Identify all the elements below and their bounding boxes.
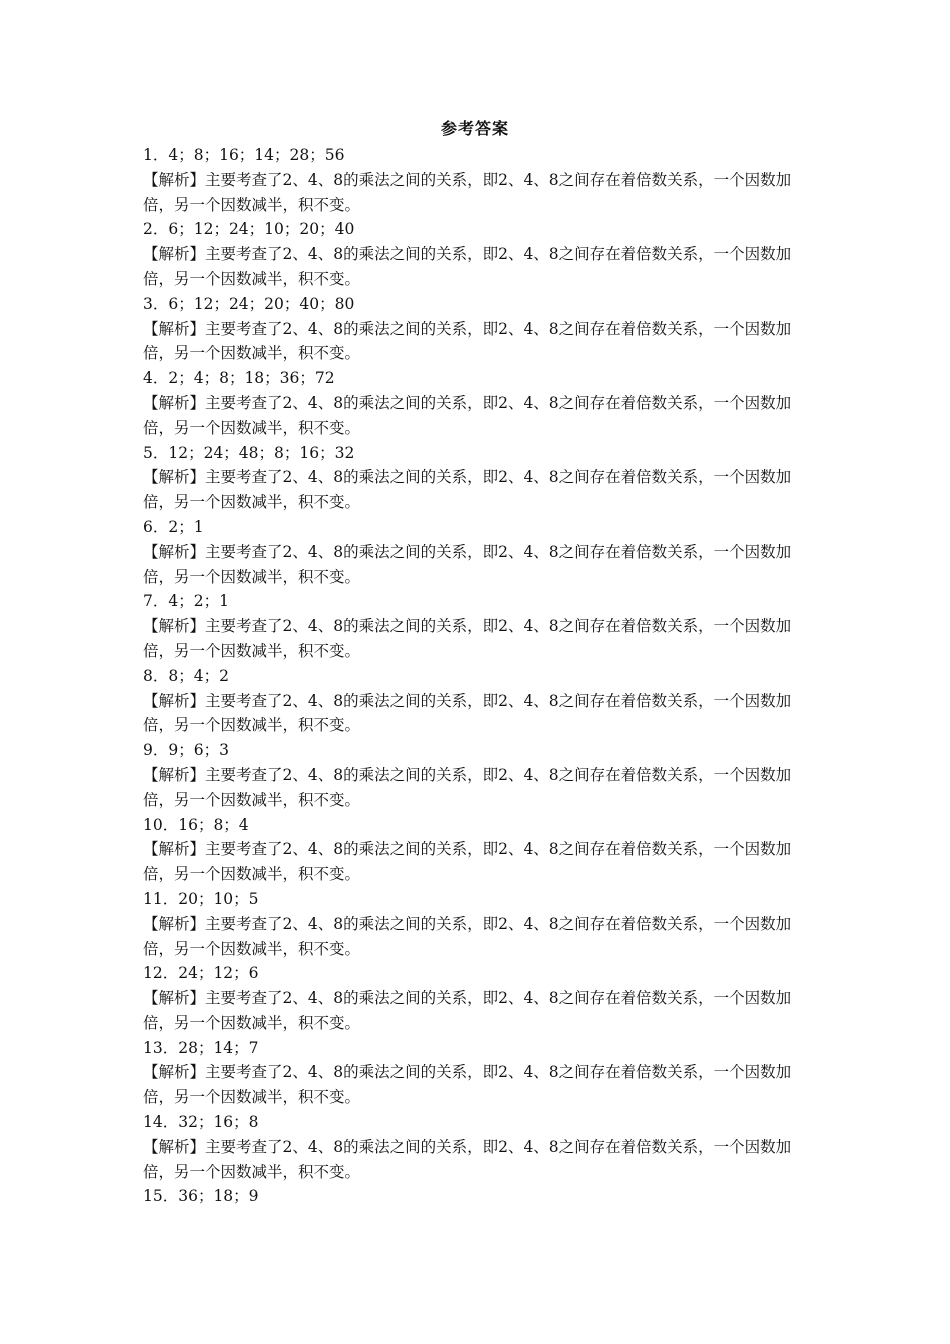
analysis-paragraph-12: 【解析】主要考查了2、4、8的乘法之间的关系，即2、4、8之间存在着倍数关系，一个因数加倍，另一个因数减半，积不变。 — [143, 989, 792, 1032]
analysis-paragraph-5: 【解析】主要考查了2、4、8的乘法之间的关系，即2、4、8之间存在着倍数关系，一个因数加倍，另一个因数减半，积不变。 — [143, 468, 792, 512]
answer-line-5: 5．12；24；48；8；16；32 — [143, 443, 355, 462]
analysis-paragraph-13: 【解析】主要考查了2、4、8的乘法之间的关系，即2、4、8之间存在着倍数关系，一个因数加倍，另一个因数减半，积不变。 — [143, 1063, 792, 1107]
analysis-paragraph-2: 【解析】主要考查了2、4、8的乘法之间的关系，即2、4、8之间存在着倍数关系，一个因数加倍，另一个因数减半，积不变。 — [143, 245, 792, 288]
answer-line-12: 12．24；12；6 — [143, 964, 259, 983]
answer-line-15: 15．36；18；9 — [143, 1187, 259, 1206]
answer-line-9: 9．9；6；3 — [143, 741, 229, 760]
answer-list — [143, 143, 808, 1209]
analysis-paragraph-1: 【解析】主要考查了2、4、8的乘法之间的关系，即2、4、8之间存在着倍数关系，一个因数加倍，另一个因数减半，积不变。 — [143, 170, 792, 214]
analysis-paragraph-7: 【解析】主要考查了2、4、8的乘法之间的关系，即2、4、8之间存在着倍数关系，一个因数加倍，另一个因数减半，积不变。 — [143, 617, 792, 660]
answer-line-6: 6．2；1 — [143, 517, 204, 536]
answer-line-7: 7．4；2；1 — [143, 592, 229, 611]
answer-line-13: 13．28；14；7 — [143, 1038, 259, 1057]
answer-line-1: 1．4；8；16；14；28；56 — [143, 146, 345, 164]
analysis-paragraph-3: 【解析】主要考查了2、4、8的乘法之间的关系，即2、4、8之间存在着倍数关系，一个因数加倍，另一个因数减半，积不变。 — [143, 319, 792, 363]
analysis-paragraph-14: 【解析】主要考查了2、4、8的乘法之间的关系，即2、4、8之间存在着倍数关系，一个因数加倍，另一个因数减半，积不变。 — [143, 1137, 792, 1181]
answer-line-2: 2．6；12；24；10；20；40 — [143, 220, 355, 239]
answer-line-8: 8．8；4；2 — [143, 666, 229, 685]
analysis-paragraph-11: 【解析】主要考查了2、4、8的乘法之间的关系，即2、4、8之间存在着倍数关系，一个因数加倍，另一个因数减半，积不变。 — [143, 914, 792, 958]
analysis-paragraph-6: 【解析】主要考查了2、4、8的乘法之间的关系，即2、4、8之间存在着倍数关系，一个因数加倍，另一个因数减半，积不变。 — [143, 542, 792, 586]
analysis-paragraph-9: 【解析】主要考查了2、4、8的乘法之间的关系，即2、4、8之间存在着倍数关系，一个因数加倍，另一个因数减半，积不变。 — [143, 765, 792, 809]
answer-line-3: 3．6；12；24；20；40；80 — [143, 294, 355, 313]
answer-line-14: 14．32；16；8 — [143, 1113, 259, 1132]
analysis-paragraph-4: 【解析】主要考查了2、4、8的乘法之间的关系，即2、4、8之间存在着倍数关系，一个因数加倍，另一个因数减半，积不变。 — [143, 393, 792, 437]
analysis-paragraph-8: 【解析】主要考查了2、4、8的乘法之间的关系，即2、4、8之间存在着倍数关系，一个因数加倍，另一个因数减半，积不变。 — [143, 691, 792, 735]
answer-line-4: 4．2；4；8；18；36；72 — [143, 369, 335, 388]
answer-line-11: 11．20；10；5 — [143, 889, 259, 908]
analysis-paragraph-10: 【解析】主要考查了2、4、8的乘法之间的关系，即2、4、8之间存在着倍数关系，一个因数加倍，另一个因数减半，积不变。 — [143, 840, 792, 884]
page-title: 参考答案 — [440, 119, 509, 138]
answer-line-10: 10．16；8；4 — [143, 815, 249, 834]
